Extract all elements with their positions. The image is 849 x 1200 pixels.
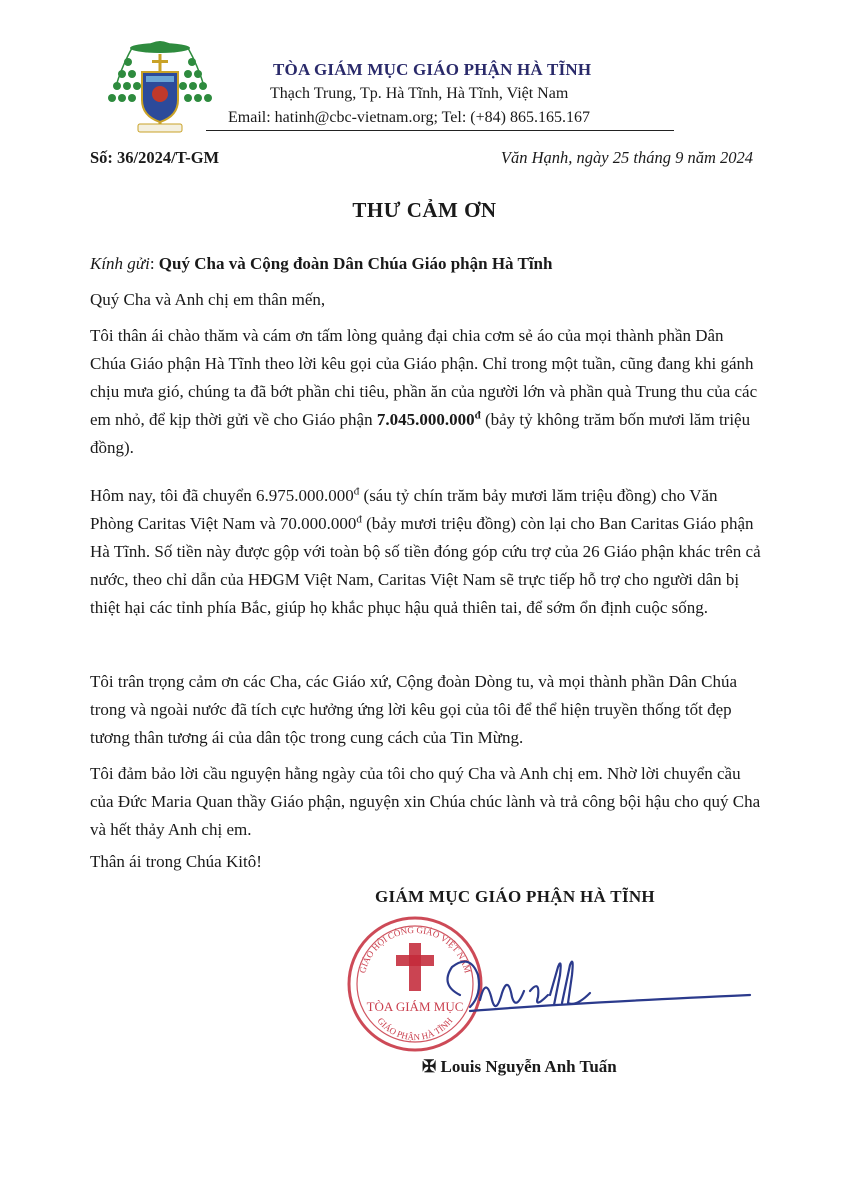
diocese-crest-icon	[104, 36, 216, 136]
document-number: Số: 36/2024/T-GM	[90, 148, 220, 167]
seal-top-text: GIÁO HỘI CÔNG GIÁO VIỆT NAM	[357, 924, 473, 975]
p2-text-b: (sáu tỷ chín trăm bảy mươi lăm triệu đồng) cho Văn Phòng Caritas Việt Nam và 70.000.000	[90, 486, 718, 533]
closing-line: Thân ái trong Chúa Kitô!	[90, 852, 262, 871]
seal-center-text: TÒA GIÁM MỤC	[366, 999, 464, 1014]
total-amount	[377, 410, 481, 429]
org-name: TÒA GIÁM MỤC GIÁO PHẬN HÀ TĨNH	[273, 60, 592, 79]
p1-text-b: (bảy tỷ không trăm bốn mươi lăm triệu đồng).	[90, 410, 751, 457]
recipient-label: Kính gửi	[90, 254, 150, 273]
total-amount-value: 7.045.000.000	[376, 410, 475, 429]
paragraph-2	[90, 482, 762, 622]
signer-name: ✠ Louis Nguyễn Anh Tuấn	[422, 1057, 617, 1076]
salutation: Quý Cha và Anh chị em thân mến,	[90, 290, 326, 309]
p4-text: Tôi đảm bảo lời cầu nguyện hằng ngày của tôi cho quý Cha và Anh chị em. Nhờ lời chuyển cầu của Đức Maria Quan thầy Giáo phận, nguyện xin Chúa chúc lành và trả công bội hậu cho quý Cha và hết thảy Anh chị em.	[90, 764, 761, 839]
p3-text: Tôi trân trọng cảm ơn các Cha, các Giáo xứ, Cộng đoàn Dòng tu, và mọi thành phần Dân Chúa trong và ngoài nước đã tích cực hưởng ứng lời kêu gọi của tôi để thể hiện truyền thống tốt đẹp tương thân tương ái của dân tộc trong cung cách của Tin Mừng.	[90, 672, 738, 747]
total-amount-currency: đ	[474, 409, 481, 422]
place-date: Văn Hạnh, ngày 25 tháng 9 năm 2024	[500, 148, 753, 167]
p2-currency-b: đ	[356, 513, 362, 526]
seal-bottom-text: GIÁO PHẬN HÀ TĨNH	[375, 1015, 455, 1043]
p2-text-c: (bảy mươi triệu đồng) còn lại cho Ban Caritas Giáo phận Hà Tĩnh. Số tiền này được gộp với toàn bộ số tiền đóng góp cứu trợ của 26 Giáo phận khác trên cả nước, theo chỉ dẫn của HĐGM Việt Nam, Caritas Việt Nam sẽ trực tiếp hỗ trợ cho người dân bị thiệt hại các tỉnh phía Bắc, giúp họ khắc phục hậu quả thiên tai, để sớm ổn định cuộc sống.	[90, 514, 761, 617]
paragraph-4	[90, 760, 762, 844]
p2-text-a: Hôm nay, tôi đã chuyển 6.975.000.000	[90, 486, 354, 505]
handwritten-signature-icon	[430, 945, 770, 1040]
document-title: THƯ CẢM ƠN	[352, 198, 497, 222]
org-contact: Email: hatinh@cbc-vietnam.org; Tel: (+84) 865.165.167	[228, 109, 590, 126]
org-address: Thạch Trung, Tp. Hà Tĩnh, Hà Tĩnh, Việt Nam	[270, 85, 569, 102]
recipient-name: Quý Cha và Cộng đoàn Dân Chúa Giáo phận Hà Tĩnh	[158, 254, 553, 273]
paragraph-1	[90, 322, 762, 462]
p1-text-a: Tôi thân ái chào thăm và cám ơn tấm lòng quảng đại chia cơm sẻ áo của mọi thành phần Dân Chúa Giáo phận Hà Tĩnh theo lời kêu gọi của Giáo phận. Chỉ trong một tuần, cũng đang khi gánh chịu mưa gió, chúng ta đã bớt phần chi tiêu, phần ăn của người lớn và phần quà Trung thu của các em nhỏ, để kịp thời gửi về cho Giáo phận	[90, 326, 758, 429]
header-divider	[206, 130, 674, 131]
paragraph-3	[90, 668, 762, 752]
p2-currency-a: đ	[353, 485, 360, 498]
recipient-colon: :	[149, 254, 159, 273]
signature-title: GIÁM MỤC GIÁO PHẬN HÀ TĨNH	[375, 887, 655, 906]
recipient-line	[90, 254, 552, 274]
